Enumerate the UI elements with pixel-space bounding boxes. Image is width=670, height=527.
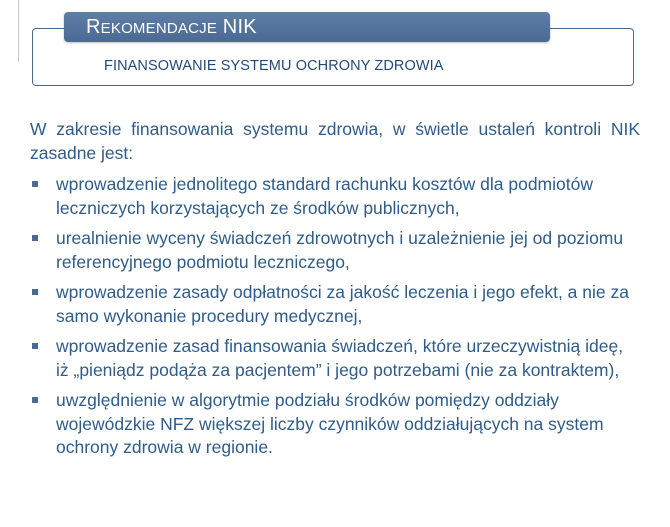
left-divider <box>18 0 19 62</box>
section-tab <box>64 12 550 42</box>
title-rest: EKOMENDACJE <box>100 19 218 37</box>
title-initial: R <box>86 15 101 38</box>
content-body <box>30 118 640 467</box>
list-item <box>30 389 640 460</box>
list-item <box>30 173 640 220</box>
section-subtitle: FINANSOWANIE SYSTEMU OCHRONY ZDROWIA <box>104 58 444 74</box>
list-item-text: wprowadzenie zasady odpłatności za jakość leczenia i jego efekt, a nie za samo wykonanie procedury medycznej, <box>56 282 629 326</box>
title-suffix: NIK <box>217 15 257 38</box>
list-item-text: uwzględnienie w algorytmie podziału środków pomiędzy oddziały wojewódzkie NFZ większej liczby czynników oddziałujących na system ochrony zdrowia w regionie. <box>56 390 604 457</box>
list-item-text: urealnienie wyceny świadczeń zdrowotnych i uzależnienie jej od poziomu referencyjnego podmiotu leczniczego, <box>56 228 624 272</box>
square-bullet-icon <box>32 181 38 187</box>
square-bullet-icon <box>32 289 38 295</box>
list-item-text: wprowadzenie zasad finansowania świadczeń, które urzeczywistnią ideę, iż „pieniądz podąża za pacjentem” i jego potrzebami (nie za kontraktem), <box>56 336 624 380</box>
list-item <box>30 335 640 382</box>
section-title <box>86 16 257 39</box>
list-item <box>30 281 640 328</box>
intro-paragraph: W zakresie finansowania systemu zdrowia, w świetle ustaleń kontroli NIK zasadne jest: <box>30 119 640 163</box>
square-bullet-icon <box>32 235 38 241</box>
square-bullet-icon <box>32 343 38 349</box>
list-item <box>30 227 640 274</box>
recommendation-list <box>30 173 640 460</box>
square-bullet-icon <box>32 397 38 403</box>
list-item-text: wprowadzenie jednolitego standard rachunku kosztów dla podmiotów leczniczych korzystających ze środków publicznych, <box>56 174 593 218</box>
